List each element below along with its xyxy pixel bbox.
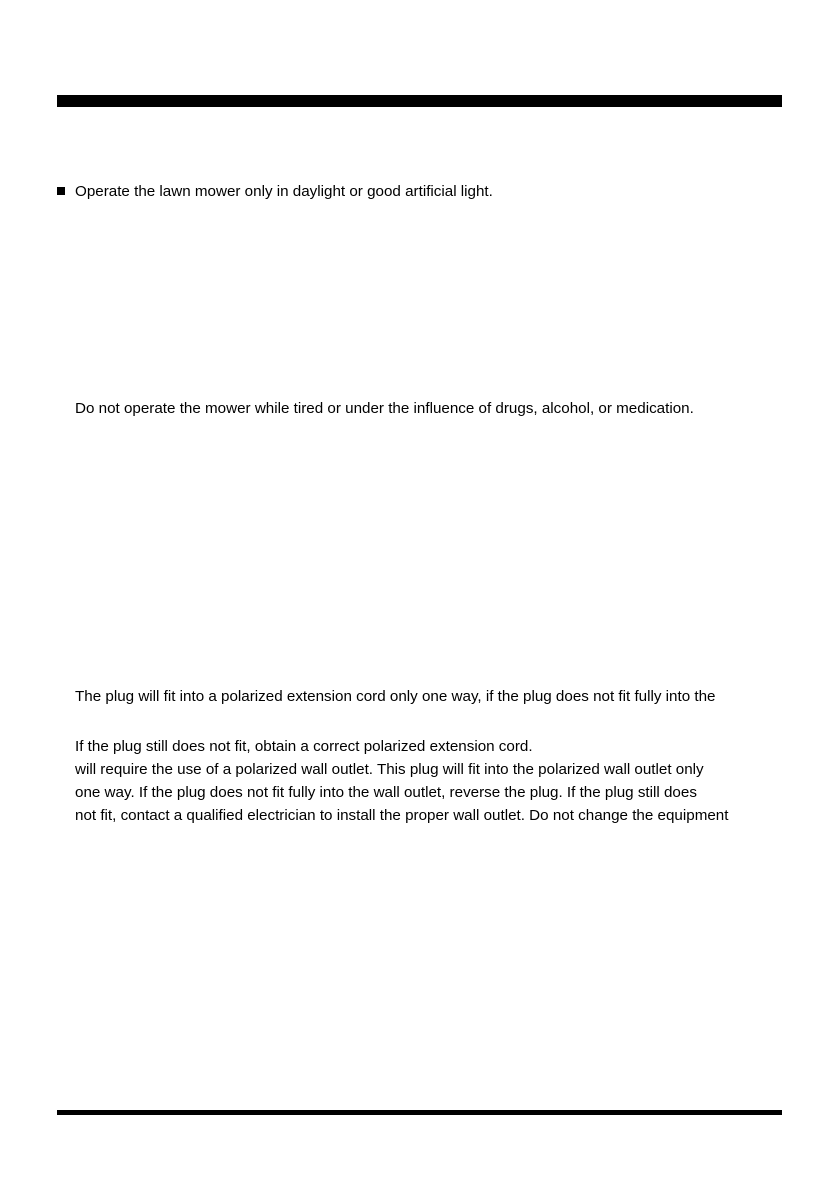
bullet-square-icon: [57, 187, 65, 195]
safety-line-reverse-plug: one way. If the plug does not fit fully into the wall outlet, reverse the plug. If the plug still does: [75, 784, 697, 801]
safety-line-fatigue: Do not operate the mower while tired or under the influence of drugs, alcohol, or medication.: [75, 400, 694, 417]
safety-line-wall-outlet: will require the use of a polarized wall outlet. This plug will fit into the polarized wall outlet only: [75, 761, 704, 778]
header-rule: [57, 95, 782, 107]
safety-line-plug-fit: The plug will fit into a polarized extension cord only one way, if the plug does not fit fully into the: [75, 688, 716, 705]
footer-rule: [57, 1110, 782, 1115]
safety-line-electrician: not fit, contact a qualified electrician to install the proper wall outlet. Do not change the equipment: [75, 807, 729, 824]
safety-line-daylight: Operate the lawn mower only in daylight or good artificial light.: [75, 183, 493, 200]
safety-line-plug-still: If the plug still does not fit, obtain a correct polarized extension cord.: [75, 738, 533, 755]
